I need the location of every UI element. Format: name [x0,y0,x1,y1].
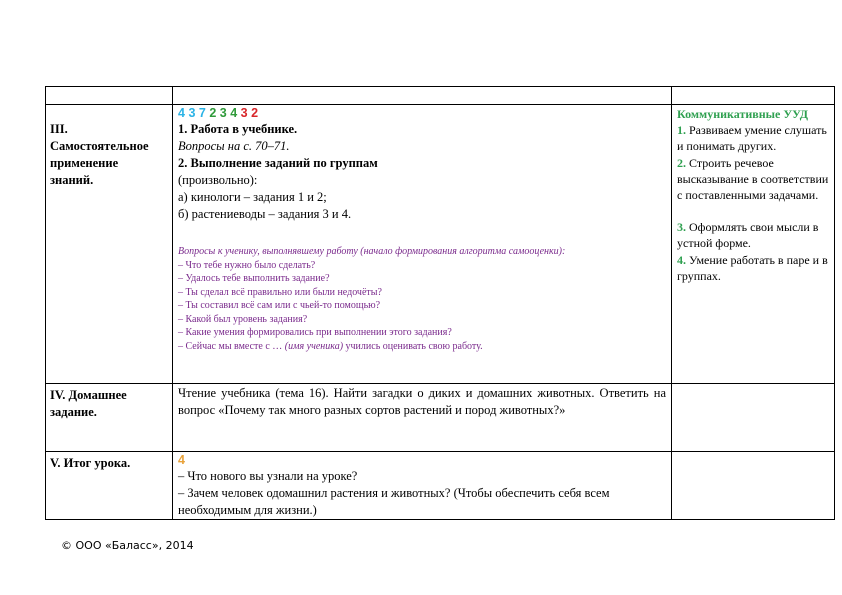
table-row-homework [46,384,835,452]
header-cell-uud [672,87,835,105]
uud-item-number: 1. [677,123,686,138]
uud-item-text: Оформлять свои мысли в устной форме. [677,220,819,251]
task-number: 3 [219,106,227,120]
stage-cell [46,384,173,452]
uud-item [677,122,829,154]
task1-title: 1. Работа в учебнике. [178,122,298,136]
self-assessment-questions [178,245,666,353]
last-question-pre: – Сейчас мы вместе с … [178,340,285,352]
homework-text: Чтение учебника (тема 16). Найти загадки о диких и домашних животных. Ответить на вопрос «Почему так много разных сортов растений и пород животных?» [178,386,666,417]
question-item: – Удалось тебе выполнить задание? [178,273,330,284]
task-number: 2 [209,106,217,120]
task2-item-a: а) кинологи – задания 1 и 2; [178,190,327,204]
question-item: – Ты сделал всё правильно или были недочёты? [178,286,382,298]
task-number: 7 [198,106,206,120]
stage-line: III. [50,122,68,136]
table-row-summary [46,452,835,520]
task-number: 4 [230,106,238,120]
task-number: 2 [251,106,259,120]
uud-cell [672,105,835,384]
task2-item-b: б) растениеводы – задания 3 и 4. [178,207,352,221]
last-question-italic: (имя ученика) [284,340,344,352]
uud-item-number: 2. [677,155,686,170]
copyright-footer: © ООО «Баласс», 2014 [61,539,194,552]
summary-line: – Зачем человек одомашнил растения и животных? (Чтобы обеспечить себя всем необходимым для жизни.) [178,486,610,517]
uud-item-text: Строить речевое высказывание в соответствии с поставленными задачами. [677,155,829,203]
uud-item-number: 4. [677,252,686,267]
uud-item [677,252,829,284]
stage-cell [46,105,173,384]
uud-cell [672,452,835,520]
uud-item [677,219,829,251]
task2-title: 2. Выполнение заданий по группам [178,156,378,170]
stage-line: Самостоятельное [50,139,149,153]
question-item: – Ты составил всё сам или с чьей-то помощью? [178,300,381,311]
uud-item-text: Развиваем умение слушать и понимать других. [677,123,827,154]
last-question-post: учились оценивать свою работу. [343,340,483,352]
task-number: 4 [178,106,185,120]
stage-cell [46,452,173,520]
question-item: – Что тебе нужно было сделать? [178,259,316,271]
content-cell [173,452,672,520]
uud-item-number: 3. [677,220,686,235]
header-cell-content [173,87,672,105]
content-cell [173,384,672,452]
task-number: 3 [240,106,248,120]
question-item-last [178,340,666,354]
content-cell [173,105,672,384]
stage-line: задание. [50,405,97,419]
question-item: – Какой был уровень задания? [178,313,308,325]
question-item: – Какие умения формировались при выполнении этого задания? [178,327,452,338]
summary-line: – Что нового вы узнали на уроке? [178,469,358,483]
questions-intro: Вопросы к ученику, выполнявшему работу (начало формирования алгоритма самооценки): [178,246,566,257]
uud-title: Коммуникативные УУД [677,107,809,121]
uud-item-text: Умение работать в паре и в группах. [677,252,828,283]
task1-subtitle: Вопросы на с. 70–71. [178,139,290,153]
table-row-independent-work [46,105,835,384]
stage-line: V. Итог урока. [50,456,131,470]
task2-note: (произвольно): [178,173,258,187]
task-number: 3 [188,106,196,120]
uud-item [677,155,829,204]
header-cell-stage [46,87,173,105]
lesson-plan-table [45,86,835,520]
stage-line: знаний. [50,173,94,187]
table-header-row [46,87,835,105]
uud-cell [672,384,835,452]
stage-line: IV. Домашнее [50,388,127,402]
task-numbers [178,106,666,121]
summary-number: 4 [178,453,185,467]
stage-line: применение [50,156,119,170]
